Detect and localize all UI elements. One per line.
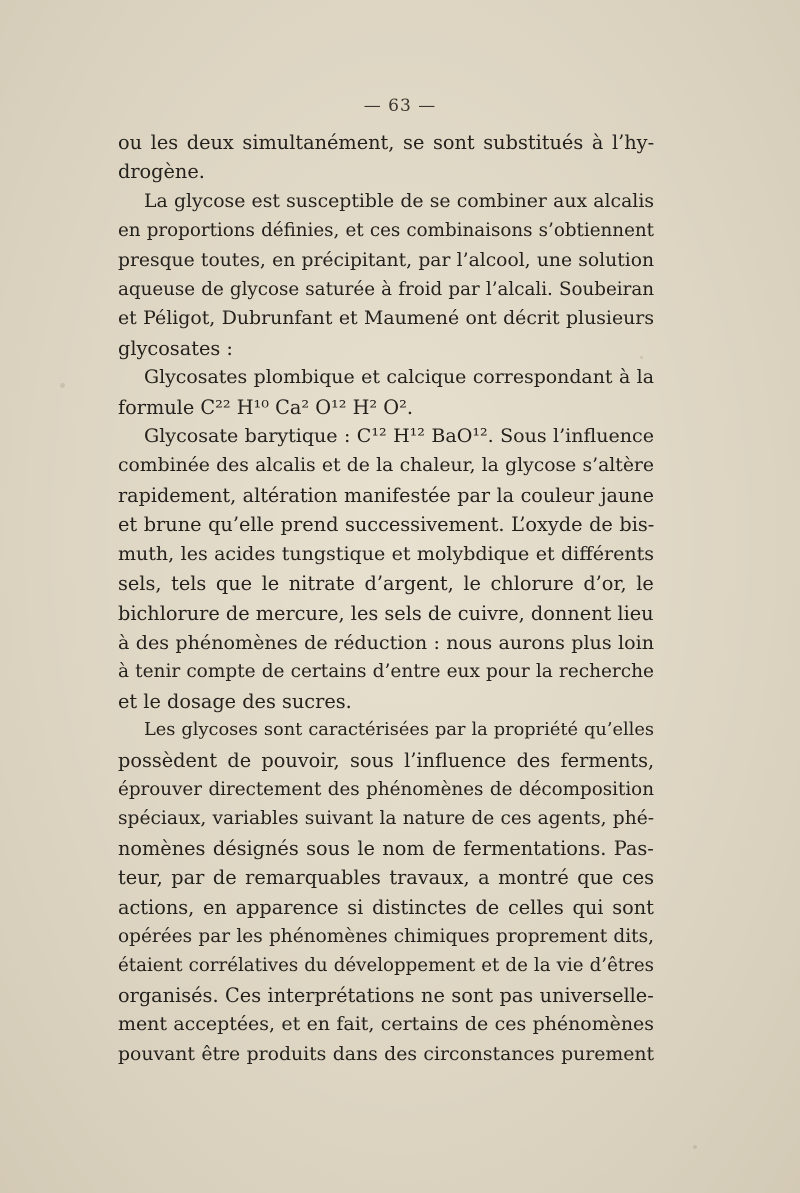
text-line: éprouver directement des phénomènes de décomposition (118, 778, 654, 800)
paragraph (118, 363, 654, 422)
text-line: spéciaux, variables suivant la nature de ces agents, phé- (118, 808, 654, 830)
text-line: sels, tels que le nitrate d’argent, le chlorure d’or, le (118, 572, 654, 596)
text-line: ment acceptées, et en fait, certains de ces phénomènes (118, 1013, 654, 1036)
text-line: nomènes désignés sous le nom de fermentations. Pas- (118, 836, 654, 860)
text-line: et Péligot, Dubrunfant et Maumené ont décrit plusieurs (118, 307, 654, 330)
text-line: formule C²² H¹⁰ Ca² O¹² H² O². (118, 395, 413, 419)
paper-spot (60, 383, 65, 388)
text-line: ou les deux simultanément, se sont substitués à l’hy- (118, 131, 655, 154)
text-line: presque toutes, en précipitant, par l’alcool, une solution (118, 249, 654, 271)
text-line: opérées par les phénomènes chimiques proprement dits, (118, 925, 654, 947)
text-line: teur, par de remarquables travaux, a montré que ces (118, 866, 655, 890)
text-line: bichlorure de mercure, les sels de cuivre, donnent lieu (118, 601, 654, 625)
text-line: à tenir compte de certains d’entre eux pour la recherche (118, 661, 654, 683)
body-text (118, 128, 654, 1069)
text-line: Glycosates plombique et calcique correspondant à la (144, 366, 654, 389)
page-number: — 63 — (363, 96, 437, 116)
text-line: La glycose est susceptible de se combiner aux alcalis (144, 190, 654, 212)
text-line: drogène. (118, 160, 205, 184)
text-line: à des phénomènes de réduction : nous aurons plus loin (118, 630, 654, 654)
text-line: glycosates : (118, 336, 233, 360)
paragraph (118, 128, 654, 187)
paragraph (118, 187, 654, 363)
text-line: et le dosage des sucres. (118, 689, 352, 713)
paper-spot (640, 356, 643, 359)
text-line: actions, en apparence si distinctes de celles qui sont (118, 895, 654, 919)
paragraph (118, 716, 654, 1069)
text-line: pouvant être produits dans des circonstances purement (118, 1043, 654, 1065)
text-line: aqueuse de glycose saturée à froid par l’alcali. Soubeiran (118, 279, 654, 301)
text-line: possèdent de pouvoir, sous l’influence des ferments, (118, 748, 655, 772)
text-line: muth, les acides tungstique et molybdique et différents (118, 542, 654, 565)
text-line: et brune qu’elle prend successivement. L’oxyde de bis- (118, 513, 655, 537)
text-line: organisés. Ces interprétations ne sont pas universelle- (118, 983, 654, 1007)
text-line: combinée des alcalis et de la chaleur, la glycose s’altère (118, 455, 654, 477)
text-line: Glycosate barytique : C¹² H¹² BaO¹². Sous l’influence (144, 425, 654, 448)
text-line: Les glycoses sont caractérisées par la propriété qu’elles (144, 720, 654, 741)
text-line: rapidement, altération manifestée par la couleur jaune (118, 483, 654, 507)
text-line: en proportions définies, et ces combinaisons s’obtiennent (118, 220, 654, 242)
text-line: étaient corrélatives du développement et de la vie d’êtres (118, 955, 654, 977)
paper-spot (693, 1145, 697, 1149)
paragraph (118, 422, 654, 716)
